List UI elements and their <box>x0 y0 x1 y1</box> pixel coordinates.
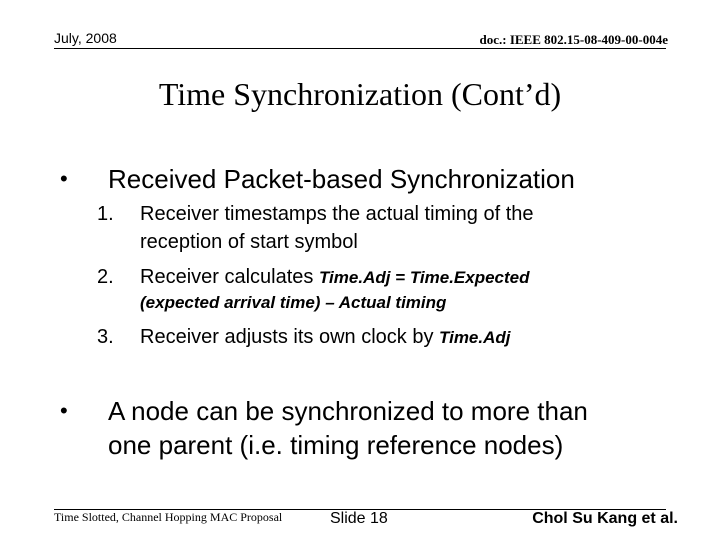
step-number: 2. <box>97 266 114 288</box>
bullet-marker: • <box>60 166 68 191</box>
header-date: July, 2008 <box>54 30 117 46</box>
header-divider <box>54 48 666 49</box>
step-text <box>140 324 511 351</box>
footer-author: Chol Su Kang et al. <box>532 510 678 527</box>
bullet-text: Received Packet-based Synchronization <box>108 164 575 194</box>
bullet-marker: • <box>60 398 68 423</box>
slide-title: Time Synchronization (Cont’d) <box>158 76 562 112</box>
formula-term: Time.Adj <box>439 328 511 347</box>
formula-continuation: (expected arrival time) – Actual timing <box>140 293 447 312</box>
bullet-text: A node can be synchronized to more than <box>108 396 588 426</box>
step-text: reception of start symbol <box>140 231 358 253</box>
step-text <box>140 264 530 291</box>
footer-slide-number: Slide 18 <box>330 510 388 527</box>
step-lead: Receiver calculates <box>140 266 319 288</box>
step-text: Receiver timestamps the actual timing of the <box>140 203 534 225</box>
bullet-text: one parent (i.e. timing reference nodes) <box>108 430 564 460</box>
formula: Time.Adj = Time.Expected <box>318 268 530 287</box>
step-number: 1. <box>97 203 114 225</box>
step-lead: Receiver adjusts its own clock by <box>140 326 440 348</box>
step-number: 3. <box>97 326 114 348</box>
footer-proposal-title: Time Slotted, Channel Hopping MAC Proposal <box>54 510 283 524</box>
header-doc-id: doc.: IEEE 802.15-08-409-00-004e <box>479 32 668 47</box>
